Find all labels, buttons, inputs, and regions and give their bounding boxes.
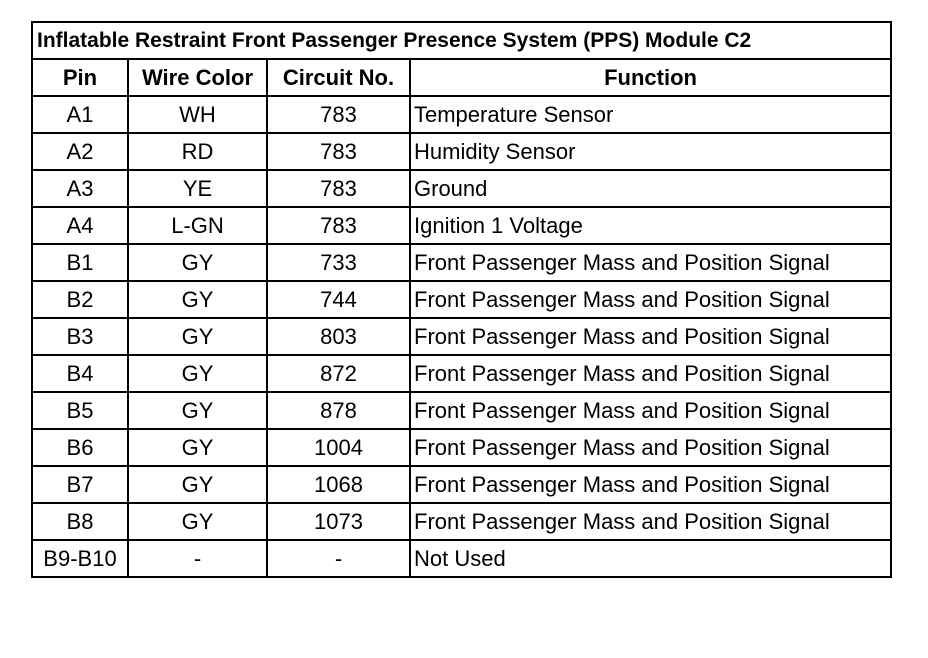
header-circuit-number: Circuit No.	[267, 59, 410, 96]
circuit-number-cell: -	[267, 540, 410, 577]
function-cell: Front Passenger Mass and Position Signal	[410, 318, 891, 355]
table-row	[32, 244, 891, 281]
pin-cell: A2	[32, 133, 128, 170]
connector-pinout-table	[31, 21, 892, 578]
circuit-number-cell: 803	[267, 318, 410, 355]
wire-color-cell: GY	[128, 503, 267, 540]
function-cell: Front Passenger Mass and Position Signal	[410, 355, 891, 392]
pin-cell: B5	[32, 392, 128, 429]
wire-color-cell: L-GN	[128, 207, 267, 244]
function-cell: Ignition 1 Voltage	[410, 207, 891, 244]
wire-color-cell: -	[128, 540, 267, 577]
table-row	[32, 503, 891, 540]
table-row	[32, 96, 891, 133]
table-title: Inflatable Restraint Front Passenger Presence System (PPS) Module C2	[32, 22, 891, 59]
circuit-number-cell: 783	[267, 133, 410, 170]
wire-color-cell: YE	[128, 170, 267, 207]
pin-cell: B4	[32, 355, 128, 392]
header-function: Function	[410, 59, 891, 96]
pin-cell: A1	[32, 96, 128, 133]
table-row	[32, 170, 891, 207]
circuit-number-cell: 878	[267, 392, 410, 429]
wire-color-cell: RD	[128, 133, 267, 170]
wire-color-cell: GY	[128, 466, 267, 503]
circuit-number-cell: 783	[267, 170, 410, 207]
circuit-number-cell: 1004	[267, 429, 410, 466]
pin-cell: B8	[32, 503, 128, 540]
pin-cell: B3	[32, 318, 128, 355]
header-wire-color: Wire Color	[128, 59, 267, 96]
pin-cell: B7	[32, 466, 128, 503]
wire-color-cell: GY	[128, 355, 267, 392]
circuit-number-cell: 1073	[267, 503, 410, 540]
header-pin: Pin	[32, 59, 128, 96]
wire-color-cell: WH	[128, 96, 267, 133]
circuit-number-cell: 733	[267, 244, 410, 281]
pin-cell: A4	[32, 207, 128, 244]
pin-cell: B1	[32, 244, 128, 281]
function-cell: Front Passenger Mass and Position Signal	[410, 503, 891, 540]
wire-color-cell: GY	[128, 318, 267, 355]
table-row	[32, 355, 891, 392]
function-cell: Not Used	[410, 540, 891, 577]
circuit-number-cell: 872	[267, 355, 410, 392]
function-cell: Humidity Sensor	[410, 133, 891, 170]
table-title-row	[32, 22, 891, 59]
circuit-number-cell: 783	[267, 96, 410, 133]
table-row	[32, 392, 891, 429]
wire-color-cell: GY	[128, 429, 267, 466]
table-row	[32, 207, 891, 244]
table-row	[32, 281, 891, 318]
pin-cell: B6	[32, 429, 128, 466]
table-row	[32, 133, 891, 170]
circuit-number-cell: 1068	[267, 466, 410, 503]
table-row	[32, 429, 891, 466]
pin-cell: A3	[32, 170, 128, 207]
function-cell: Temperature Sensor	[410, 96, 891, 133]
wire-color-cell: GY	[128, 244, 267, 281]
function-cell: Front Passenger Mass and Position Signal	[410, 466, 891, 503]
wire-color-cell: GY	[128, 281, 267, 318]
pin-cell: B2	[32, 281, 128, 318]
function-cell: Front Passenger Mass and Position Signal	[410, 429, 891, 466]
function-cell: Front Passenger Mass and Position Signal	[410, 281, 891, 318]
table-header-row	[32, 59, 891, 96]
table-row	[32, 540, 891, 577]
table-body	[32, 96, 891, 577]
table-row	[32, 466, 891, 503]
circuit-number-cell: 783	[267, 207, 410, 244]
function-cell: Front Passenger Mass and Position Signal	[410, 244, 891, 281]
wire-color-cell: GY	[128, 392, 267, 429]
function-cell: Front Passenger Mass and Position Signal	[410, 392, 891, 429]
table-row	[32, 318, 891, 355]
circuit-number-cell: 744	[267, 281, 410, 318]
pin-cell: B9-B10	[32, 540, 128, 577]
function-cell: Ground	[410, 170, 891, 207]
